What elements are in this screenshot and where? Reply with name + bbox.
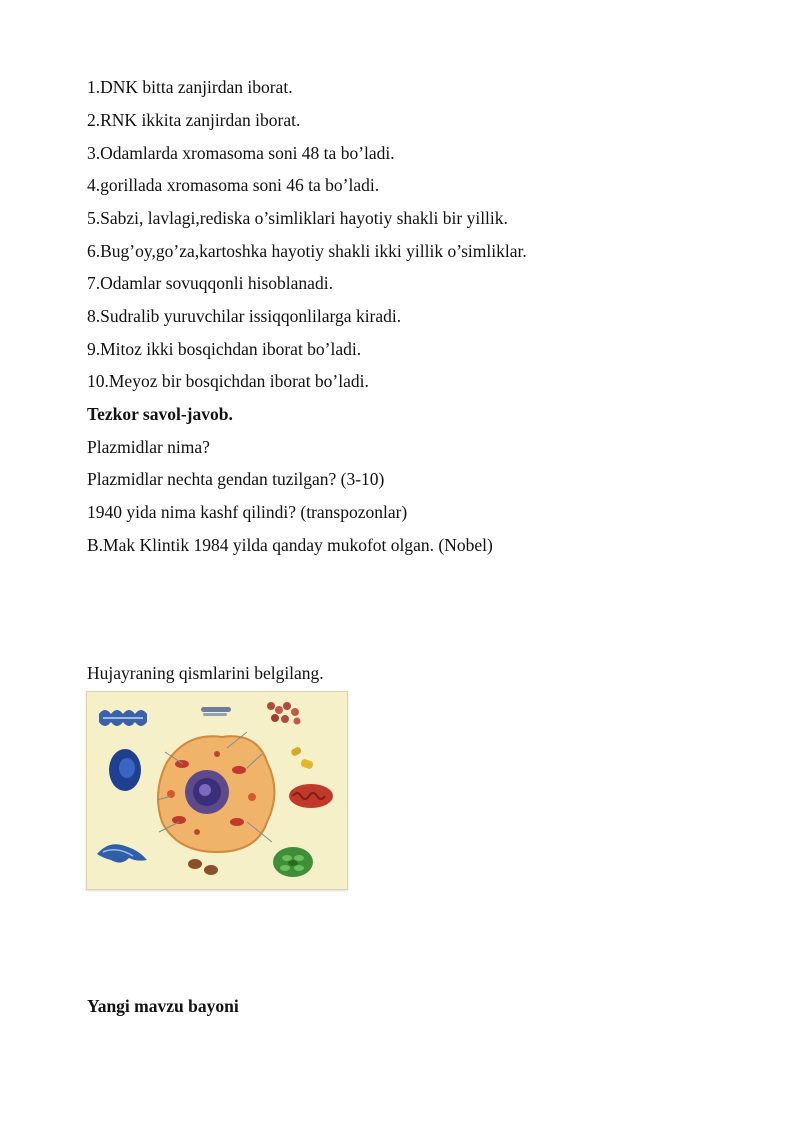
statement-item: 4.gorillada xromasoma soni 46 ta bo’ladi. <box>87 175 380 195</box>
statement-item: 10.Meyoz bir bosqichdan iborat bo’ladi. <box>87 371 369 391</box>
er-organelle <box>99 710 147 726</box>
vesicle-pair <box>188 859 218 875</box>
statement-item: 3.Odamlarda xromasoma soni 48 ta bo’ladi. <box>87 143 395 163</box>
lysosome-organelle <box>290 746 314 770</box>
cell-body <box>158 736 275 852</box>
statement-item: 2.RNK ikkita zanjirdan iborat. <box>87 110 301 130</box>
statement-item: 6.Bug’oy,go’za,kartoshka hayotiy shakli ikki yillik o’simliklar. <box>87 241 527 261</box>
task-instruction: Hujayraning qismlarini belgilang. <box>87 663 324 683</box>
mitochondrion-organelle <box>289 784 333 808</box>
statement-item: 8.Sudralib yuruvchilar issiqqonlilarga kiradi. <box>87 306 402 326</box>
quiz-question: Plazmidlar nechta gendan tuzilgan? (3-10) <box>87 469 385 489</box>
rod-organelle <box>201 707 231 716</box>
cell-diagram-image <box>86 691 348 890</box>
statement-item: 7.Odamlar sovuqqonli hisoblanadi. <box>87 273 333 293</box>
ribosome-cluster <box>267 702 301 725</box>
statement-item: 9.Mitoz ikki bosqichdan iborat bo’ladi. <box>87 339 362 359</box>
statement-item: 1.DNK bitta zanjirdan iborat. <box>87 77 293 97</box>
cell-diagram-svg <box>87 692 347 889</box>
golgi-organelle <box>97 844 147 862</box>
chloroplast-organelle <box>273 847 313 877</box>
statement-item: 5.Sabzi, lavlagi,rediska o’simliklari hayotiy shakli bir yillik. <box>87 208 508 228</box>
new-topic-heading: Yangi mavzu bayoni <box>87 996 239 1016</box>
quiz-heading: Tezkor savol-javob. <box>87 404 233 424</box>
quiz-question: 1940 yida nima kashf qilindi? (transpozonlar) <box>87 502 408 522</box>
quiz-question: B.Mak Klintik 1984 yilda qanday mukofot olgan. (Nobel) <box>87 535 493 555</box>
nucleus-organelle <box>109 749 141 791</box>
quiz-question: Plazmidlar nima? <box>87 437 210 457</box>
